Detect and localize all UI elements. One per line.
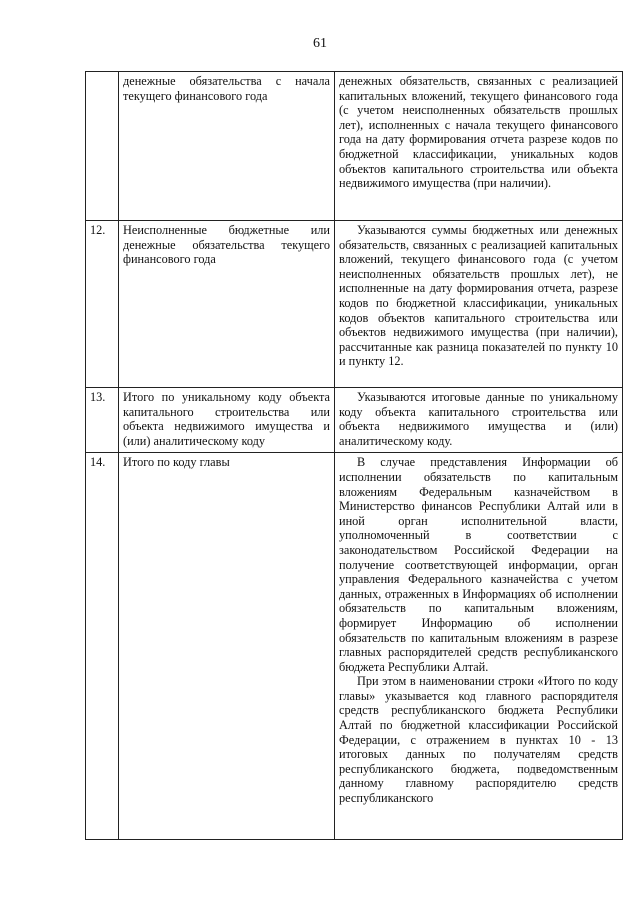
- description-paragraph: В случае представления Информации об исполнении обязательств по капитальным вложениям Федеральным казначейством в Министерство финансов Республики Алтай или в иной орган исполнительной власти, уполномоченный в соответствии с законодательством Российской Федерации на получение соответствующей информации, орган управления Федерального казначейства с учетом данных, отраженных в Информациях об исполнении обязательств по капитальным вложениям, формирует Информацию об исполнении обязательств по капитальным вложениям в разрезе главных распорядителей средств республиканского бюджета Республики Алтай.: [339, 455, 618, 674]
- description-paragraph: При этом в наименовании строки «Итого по коду главы» указывается код главного распорядителя средств республиканского бюджета Республики Алтай по бюджетной классификации Российской Федерации, с отражением в пунктах 10 - 13 итоговых данных по получателям средств республиканского бюджета, подведомственным данному главному распорядителю средств республиканского: [339, 674, 618, 806]
- table-row: [86, 388, 623, 453]
- row-name: Итого по коду главы: [119, 453, 335, 840]
- table-row: [86, 453, 623, 840]
- row-number: [86, 72, 119, 221]
- row-name: Итого по уникальному коду объекта капитального строительства или объекта недвижимого имущества и (или) аналитическому коду: [119, 388, 335, 453]
- description-paragraph: денежных обязательств, связанных с реализацией капитальных вложений, текущего финансового года (с учетом неисполненных обязательств прошлых лет), исполненных с начала текущего финансового года на дату формирования отчета разрезе кодов по бюджетной классификации, уникальных кодов объектов капитального строительства или объекта недвижимого имущества (при наличии).: [339, 74, 618, 191]
- row-name: Неисполненные бюджетные или денежные обязательства текущего финансового года: [119, 221, 335, 388]
- page-number: 61: [313, 36, 327, 51]
- row-number: 14.: [86, 453, 119, 840]
- row-description: [335, 453, 623, 840]
- row-number: 12.: [86, 221, 119, 388]
- row-number: 13.: [86, 388, 119, 453]
- row-description: [335, 221, 623, 388]
- description-paragraph: Указываются суммы бюджетных или денежных обязательств, связанных с реализацией капитальных вложений, текущего финансового года (с учетом неисполненных обязательств прошлых лет), не исполненные на дату формирования отчета, разрезе кодов по бюджетной классификации, уникальных кодов объектов капитального строительства или объектов недвижимого имущества (при наличии), рассчитанные как разница показателей по пункту 10 и пункту 12.: [339, 223, 618, 369]
- row-description: [335, 388, 623, 453]
- table-row: [86, 72, 623, 221]
- table-row: [86, 221, 623, 388]
- row-description: [335, 72, 623, 221]
- description-paragraph: Указываются итоговые данные по уникальному коду объекта капитального строительства или объекта недвижимого имущества и (или) аналитическому коду.: [339, 390, 618, 448]
- row-name: денежные обязательства с начала текущего финансового года: [119, 72, 335, 221]
- requirements-table: [85, 71, 623, 840]
